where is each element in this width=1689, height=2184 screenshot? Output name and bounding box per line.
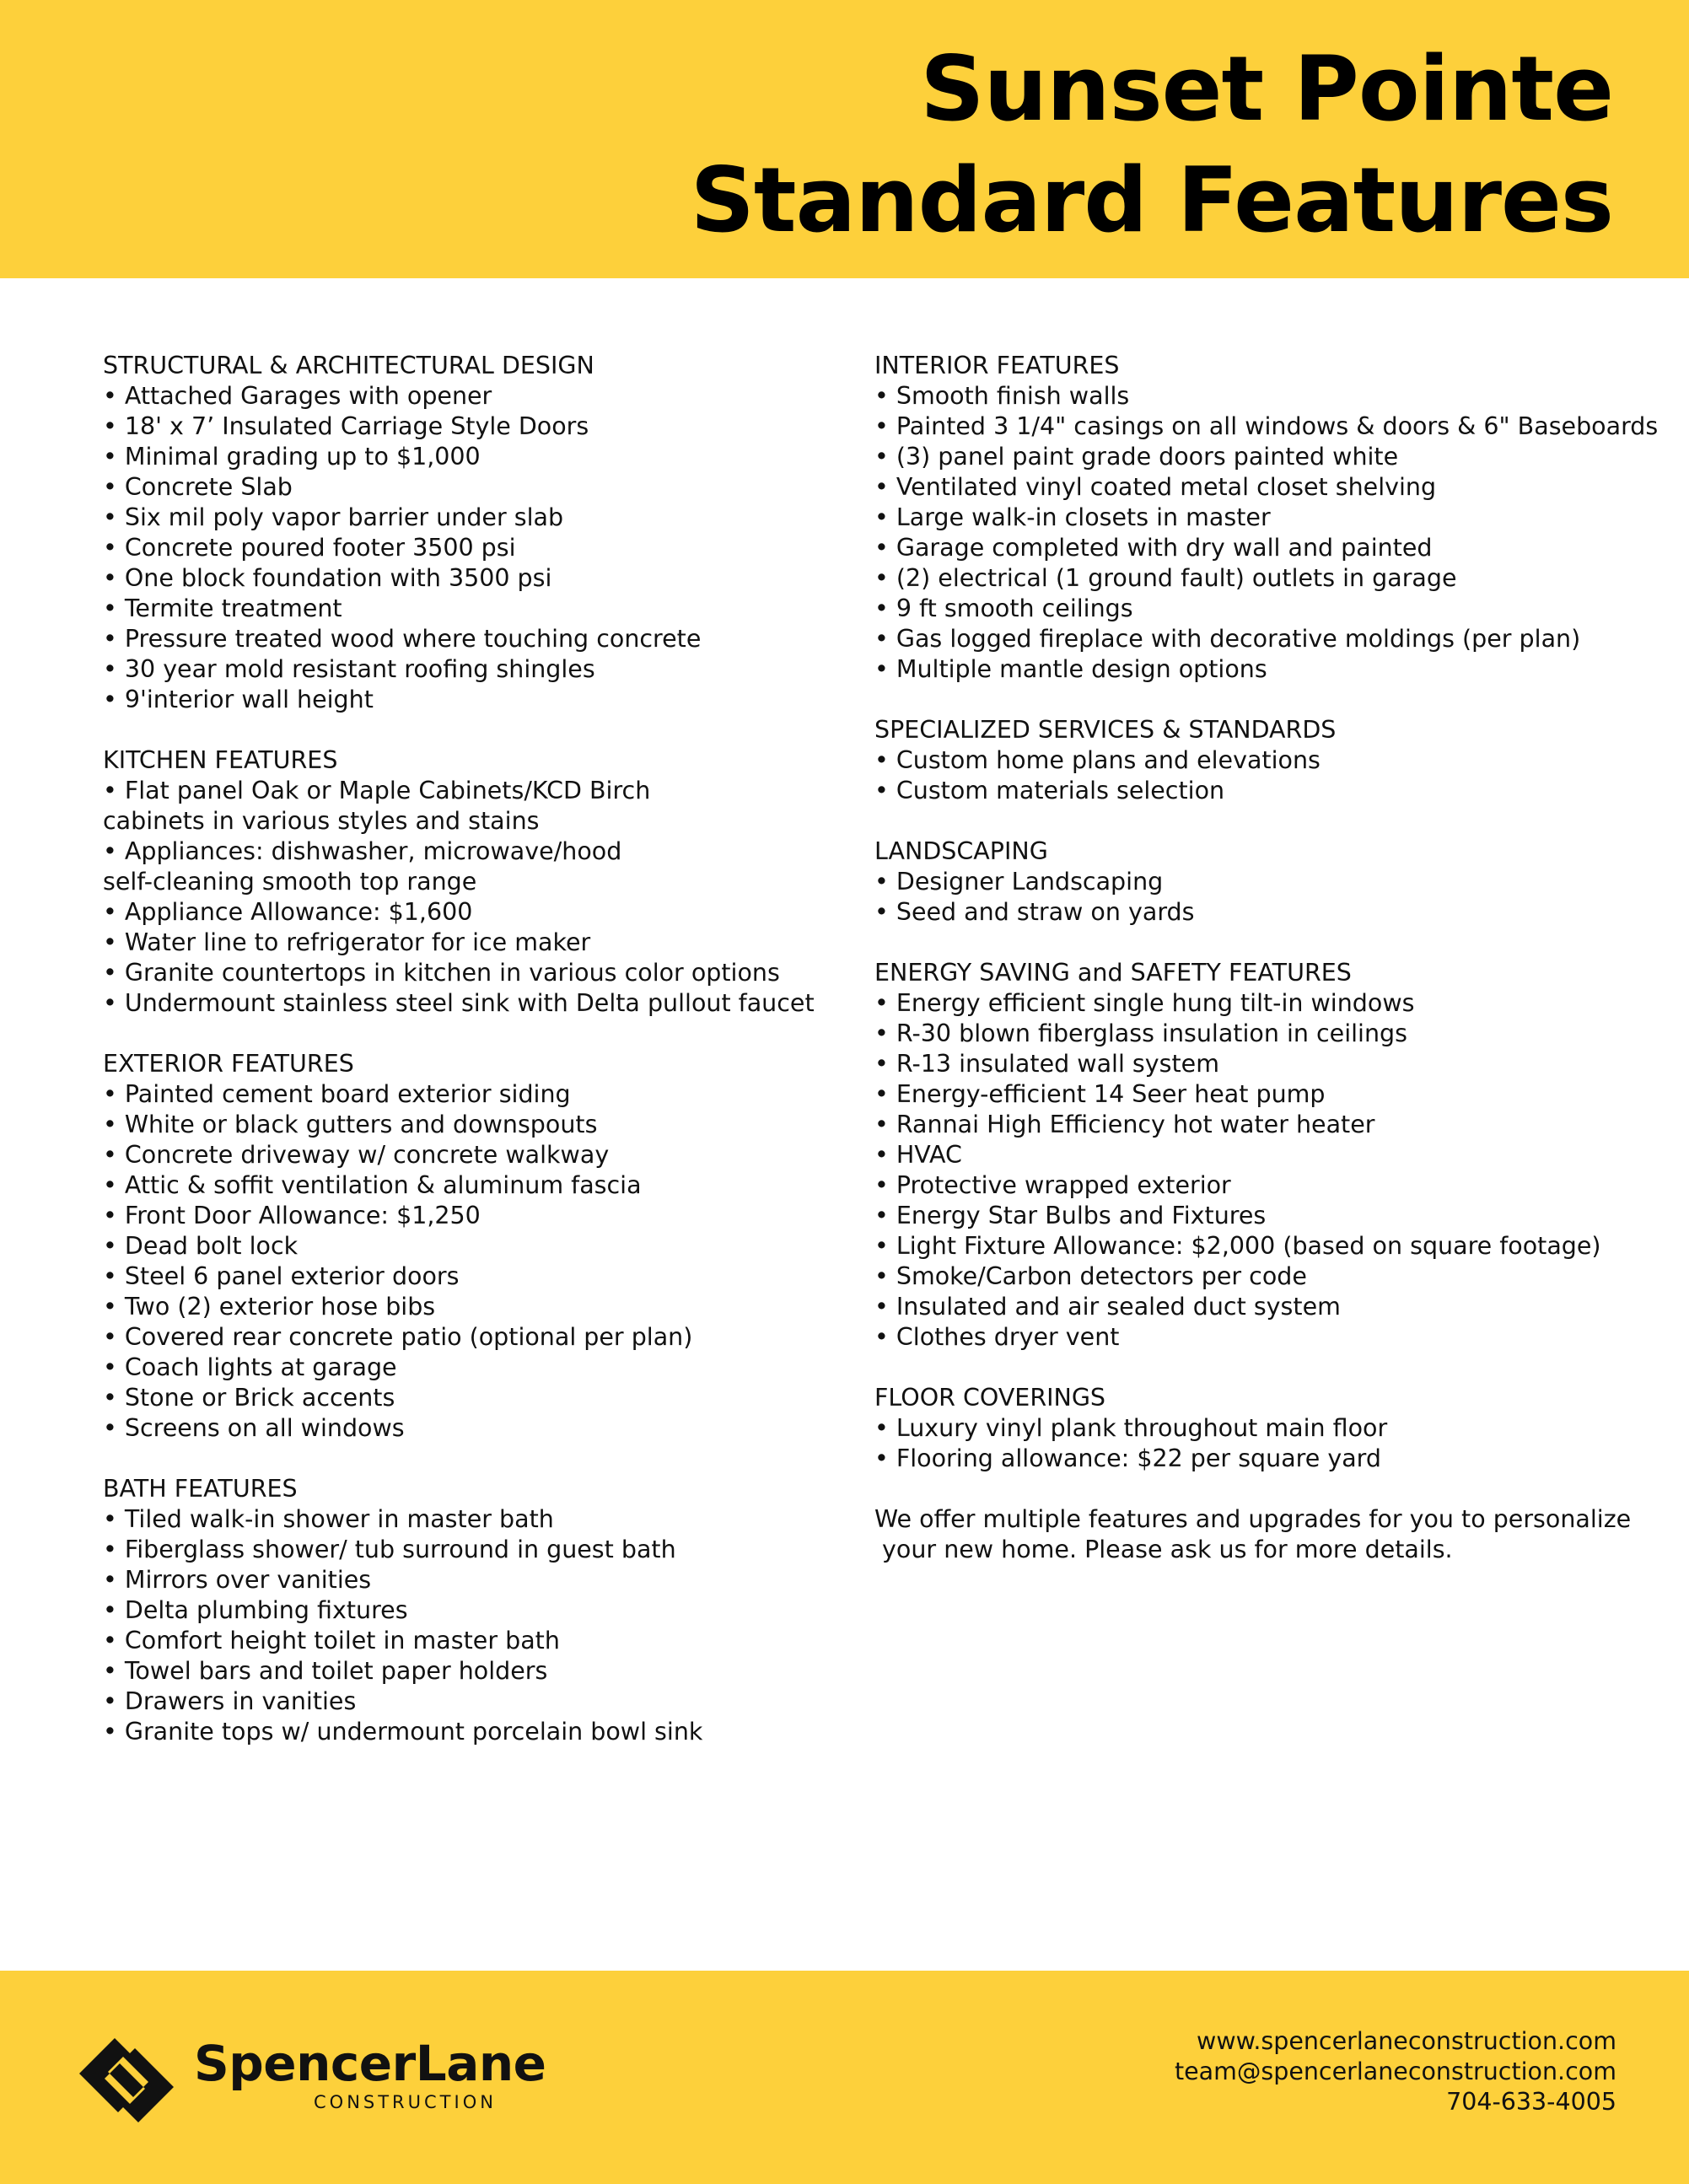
list-item: • Smooth finish walls [874, 382, 1130, 410]
list-item: • Appliances: dishwasher, microwave/hood [103, 837, 622, 865]
email-link[interactable]: team@spencerlaneconstruction.com [1174, 2058, 1616, 2085]
list-item: self-cleaning smooth top range [103, 868, 477, 896]
list-item: • Steel 6 panel exterior doors [103, 1262, 460, 1290]
list-item: • Smoke/Carbon detectors per code [874, 1262, 1307, 1290]
list-item: • 9 ft smooth ceilings [874, 594, 1133, 622]
left-column [103, 351, 862, 1778]
list-item: • Garage completed with dry wall and painted [874, 534, 1433, 562]
list-item: • Minimal grading up to $1,000 [103, 443, 481, 471]
list-item: • Ventilated vinyl coated metal closet shelving [874, 473, 1437, 501]
list-item: • Undermount stainless steel sink with Delta pullout faucet [103, 989, 815, 1017]
section-title: LANDSCAPING [874, 837, 1048, 865]
section-title: EXTERIOR FEATURES [103, 1050, 354, 1078]
list-item: • Rannai High Efficiency hot water heater [874, 1111, 1375, 1138]
contact-info [1175, 2026, 1616, 2117]
list-item: • Large walk-in closets in master [874, 503, 1271, 531]
list-item: • Luxury vinyl plank throughout main floor [874, 1414, 1388, 1442]
list-item: • Energy efficient single hung tilt-in windows [874, 989, 1415, 1017]
brand-logo [71, 2030, 568, 2122]
section-title: INTERIOR FEATURES [874, 352, 1120, 379]
list-item: • Insulated and air sealed duct system [874, 1293, 1341, 1321]
section-exterior [103, 1049, 862, 1444]
website-link[interactable]: www.spencerlaneconstruction.com [1197, 2027, 1616, 2055]
list-item: • Two (2) exterior hose bibs [103, 1293, 436, 1321]
closing-line-2: your new home. Please ask us for more details. [874, 1536, 1453, 1563]
list-item: • Light Fixture Allowance: $2,000 (based on square footage) [874, 1232, 1601, 1260]
list-item: • One block foundation with 3500 psi [103, 564, 552, 592]
list-item: • 30 year mold resistant roofing shingles [103, 655, 595, 683]
list-item: • White or black gutters and downspouts [103, 1111, 598, 1138]
list-item: • (3) panel paint grade doors painted white [874, 443, 1399, 471]
list-item: cabinets in various styles and stains [103, 807, 540, 835]
list-item: • Screens on all windows [103, 1414, 405, 1442]
list-item: • Concrete Slab [103, 473, 293, 501]
section-landscaping [874, 836, 1659, 928]
list-item: • R-30 blown fiberglass insulation in ceilings [874, 1019, 1407, 1047]
list-item: • Granite countertops in kitchen in various color options [103, 959, 780, 987]
page-title [691, 34, 1613, 256]
list-item: • Stone or Brick accents [103, 1384, 395, 1412]
list-item: • Multiple mantle design options [874, 655, 1267, 683]
list-item: • Custom home plans and elevations [874, 746, 1321, 774]
list-item: • Water line to refrigerator for ice maker [103, 928, 591, 956]
list-item: • Custom materials selection [874, 777, 1225, 804]
list-item: • Drawers in vanities [103, 1687, 357, 1715]
section-specialized [874, 715, 1659, 806]
section-energy-safety [874, 958, 1659, 1353]
list-item: • Six mil poly vapor barrier under slab [103, 503, 564, 531]
list-item: • Concrete driveway w/ concrete walkway [103, 1141, 610, 1169]
section-title: BATH FEATURES [103, 1475, 298, 1503]
list-item: • Designer Landscaping [874, 868, 1164, 896]
list-item: • Coach lights at garage [103, 1353, 397, 1381]
list-item: • Covered rear concrete patio (optional per plan) [103, 1323, 693, 1351]
section-structural [103, 351, 862, 715]
list-item: • Flat panel Oak or Maple Cabinets/KCD Birch [103, 777, 651, 804]
section-interior [874, 351, 1659, 685]
list-item: • Painted cement board exterior siding [103, 1080, 571, 1108]
section-title: SPECIALIZED SERVICES & STANDARDS [874, 716, 1337, 744]
list-item: • Mirrors over vanities [103, 1566, 372, 1594]
header-banner [0, 0, 1689, 278]
section-title: STRUCTURAL & ARCHITECTURAL DESIGN [103, 352, 594, 379]
list-item: • Energy-efficient 14 Seer heat pump [874, 1080, 1326, 1108]
section-kitchen [103, 745, 862, 1019]
right-column [874, 351, 1659, 1565]
list-item: • Attached Garages with opener [103, 382, 492, 410]
list-item: • Granite tops w/ undermount porcelain bowl sink [103, 1718, 703, 1746]
closing-note [874, 1504, 1659, 1565]
brand-name: SpencerLane [194, 2035, 546, 2092]
section-bath [103, 1474, 862, 1747]
list-item: • Termite treatment [103, 594, 342, 622]
list-item: • Comfort height toilet in master bath [103, 1627, 560, 1654]
list-item: • Towel bars and toilet paper holders [103, 1657, 548, 1685]
list-item: • Painted 3 1/4" casings on all windows & doors & 6" Baseboards [874, 412, 1659, 440]
list-item: • Gas logged fireplace with decorative moldings (per plan) [874, 625, 1581, 653]
list-item: • Appliance Allowance: $1,600 [103, 898, 473, 926]
list-item: • 18' x 7’ Insulated Carriage Style Doors [103, 412, 589, 440]
list-item: • Pressure treated wood where touching concrete [103, 625, 702, 653]
list-item: • 9'interior wall height [103, 686, 374, 713]
list-item: • Attic & soffit ventilation & aluminum fascia [103, 1171, 642, 1199]
list-item: • HVAC [874, 1141, 962, 1169]
section-title: ENERGY SAVING and SAFETY FEATURES [874, 959, 1352, 987]
phone-number: 704-633-4005 [1446, 2088, 1616, 2116]
list-item: • Tiled walk-in shower in master bath [103, 1505, 554, 1533]
brand-subtitle: CONSTRUCTION [314, 2092, 497, 2112]
list-item: • Concrete poured footer 3500 psi [103, 534, 516, 562]
list-item: • R-13 insulated wall system [874, 1050, 1219, 1078]
list-item: • (2) electrical (1 ground fault) outlets in garage [874, 564, 1457, 592]
closing-line-1: We offer multiple features and upgrades for you to personalize [874, 1505, 1632, 1533]
list-item: • Flooring allowance: $22 per square yard [874, 1444, 1381, 1472]
list-item: • Delta plumbing fixtures [103, 1596, 408, 1624]
list-item: • Front Door Allowance: $1,250 [103, 1202, 481, 1229]
list-item: • Protective wrapped exterior [874, 1171, 1231, 1199]
title-line-1: Sunset Pointe [920, 37, 1613, 141]
list-item: • Energy Star Bulbs and Fixtures [874, 1202, 1267, 1229]
title-line-2: Standard Features [690, 148, 1613, 252]
section-title: FLOOR COVERINGS [874, 1384, 1106, 1412]
spencerlane-logo-icon [71, 2030, 180, 2122]
list-item: • Dead bolt lock [103, 1232, 299, 1260]
list-item: • Seed and straw on yards [874, 898, 1195, 926]
section-floor-coverings [874, 1383, 1659, 1474]
list-item: • Fiberglass shower/ tub surround in guest bath [103, 1536, 676, 1563]
list-item: • Clothes dryer vent [874, 1323, 1120, 1351]
section-title: KITCHEN FEATURES [103, 746, 338, 774]
